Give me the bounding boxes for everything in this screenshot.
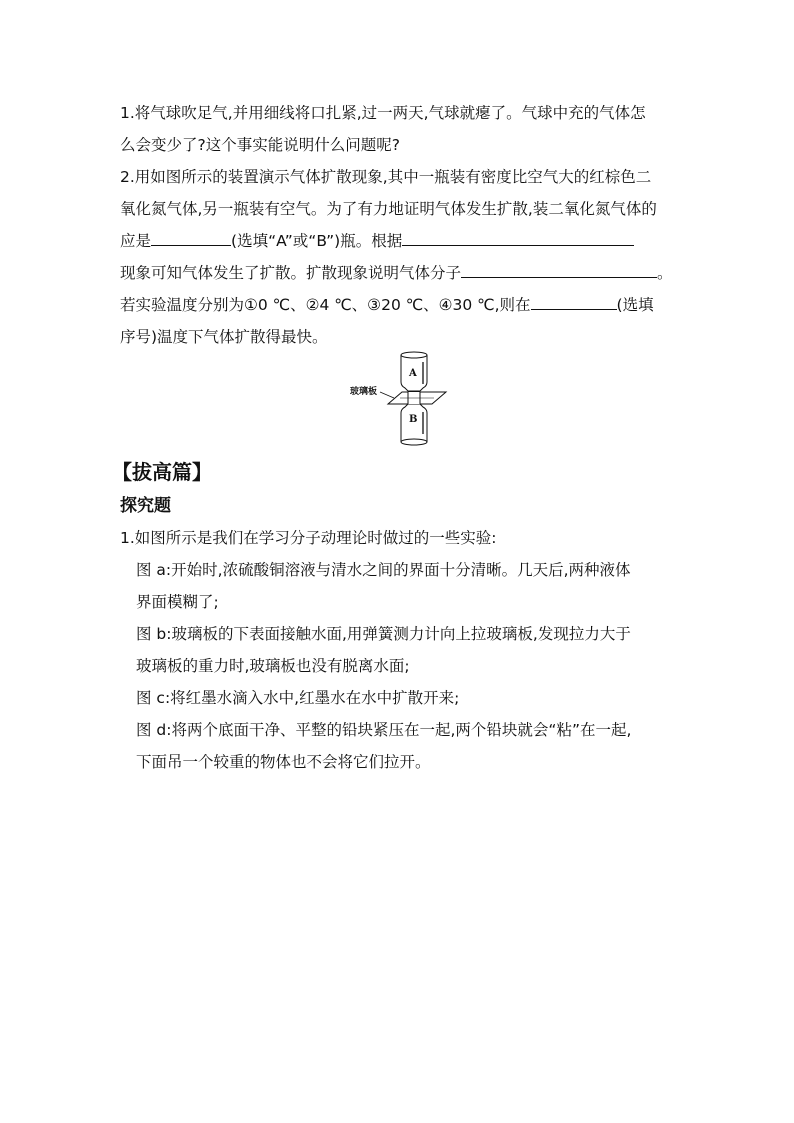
q2-line-6: 序号)温度下气体扩散得最快。: [120, 328, 328, 346]
bottles-drawing: [348, 348, 448, 448]
q3-fig-b-line-2: 玻璃板的重力时,玻璃板也没有脱离水面;: [136, 657, 410, 675]
q3-fig-d-line-1: 图 d:将两个底面干净、平整的铅块紧压在一起,两个铅块就会“粘”在一起,: [136, 721, 632, 739]
bottle-a-label: A: [409, 368, 417, 379]
q3-fig-b-line-1: 图 b:玻璃板的下表面接触水面,用弹簧测力计向上拉玻璃板,发现拉力大于: [136, 625, 631, 643]
q2-line-3-text-a: 应是: [120, 232, 152, 250]
bottle-b-label: B: [409, 414, 418, 425]
q2-line-5-text-a: 若实验温度分别为①0 ℃、②4 ℃、③20 ℃、④30 ℃,则在: [120, 296, 531, 314]
q2-line-2: 氧化氮气体,另一瓶装有空气。为了有力地证明气体发生扩散,装二氧化氮气体的: [120, 200, 657, 218]
q3-fig-a-line-1: 图 a:开始时,浓硫酸铜溶液与清水之间的界面十分清晰。几天后,两种液体: [136, 561, 631, 579]
q1-line-1: 1.将气球吹足气,并用细线将口扎紧,过一两天,气球就瘪了。气球中充的气体怎: [120, 104, 646, 122]
q2-line-4-text-b: 。: [657, 264, 673, 282]
answer-blank-bottle[interactable]: [151, 227, 231, 246]
q2-line-3: [120, 225, 680, 257]
answer-blank-molecules[interactable]: [461, 259, 657, 278]
diffusion-apparatus-figure: [348, 348, 448, 448]
q2-line-3-text-b: (选填“A”或“B”)瓶。根据: [231, 232, 403, 250]
q3-fig-d-line-2: 下面吊一个较重的物体也不会将它们拉开。: [136, 753, 431, 771]
q2-line-1: 2.用如图所示的装置演示气体扩散现象,其中一瓶装有密度比空气大的红棕色二: [120, 168, 652, 186]
q3-fig-c-line: 图 c:将红墨水滴入水中,红墨水在水中扩散开来;: [136, 689, 460, 707]
answer-blank-phenomenon[interactable]: [402, 227, 634, 246]
q2-line-5-text-b: (选填: [616, 296, 654, 314]
q1-line-2: 么会变少了?这个事实能说明什么问题呢?: [120, 136, 400, 154]
q2-line-4-text-a: 现象可知气体发生了扩散。扩散现象说明气体分子: [120, 264, 462, 282]
section-subtitle: 探究题: [120, 496, 171, 516]
q3-line-1: 1.如图所示是我们在学习分子动理论时做过的一些实验:: [120, 529, 497, 547]
q3-fig-a-line-2: 界面模糊了;: [136, 593, 219, 611]
answer-blank-temperature[interactable]: [531, 291, 617, 310]
glass-plate-label: 玻璃板: [350, 387, 378, 397]
q2-line-5: [120, 289, 680, 321]
section-title: 【拔高篇】: [112, 460, 212, 484]
q2-line-4: [120, 257, 680, 289]
